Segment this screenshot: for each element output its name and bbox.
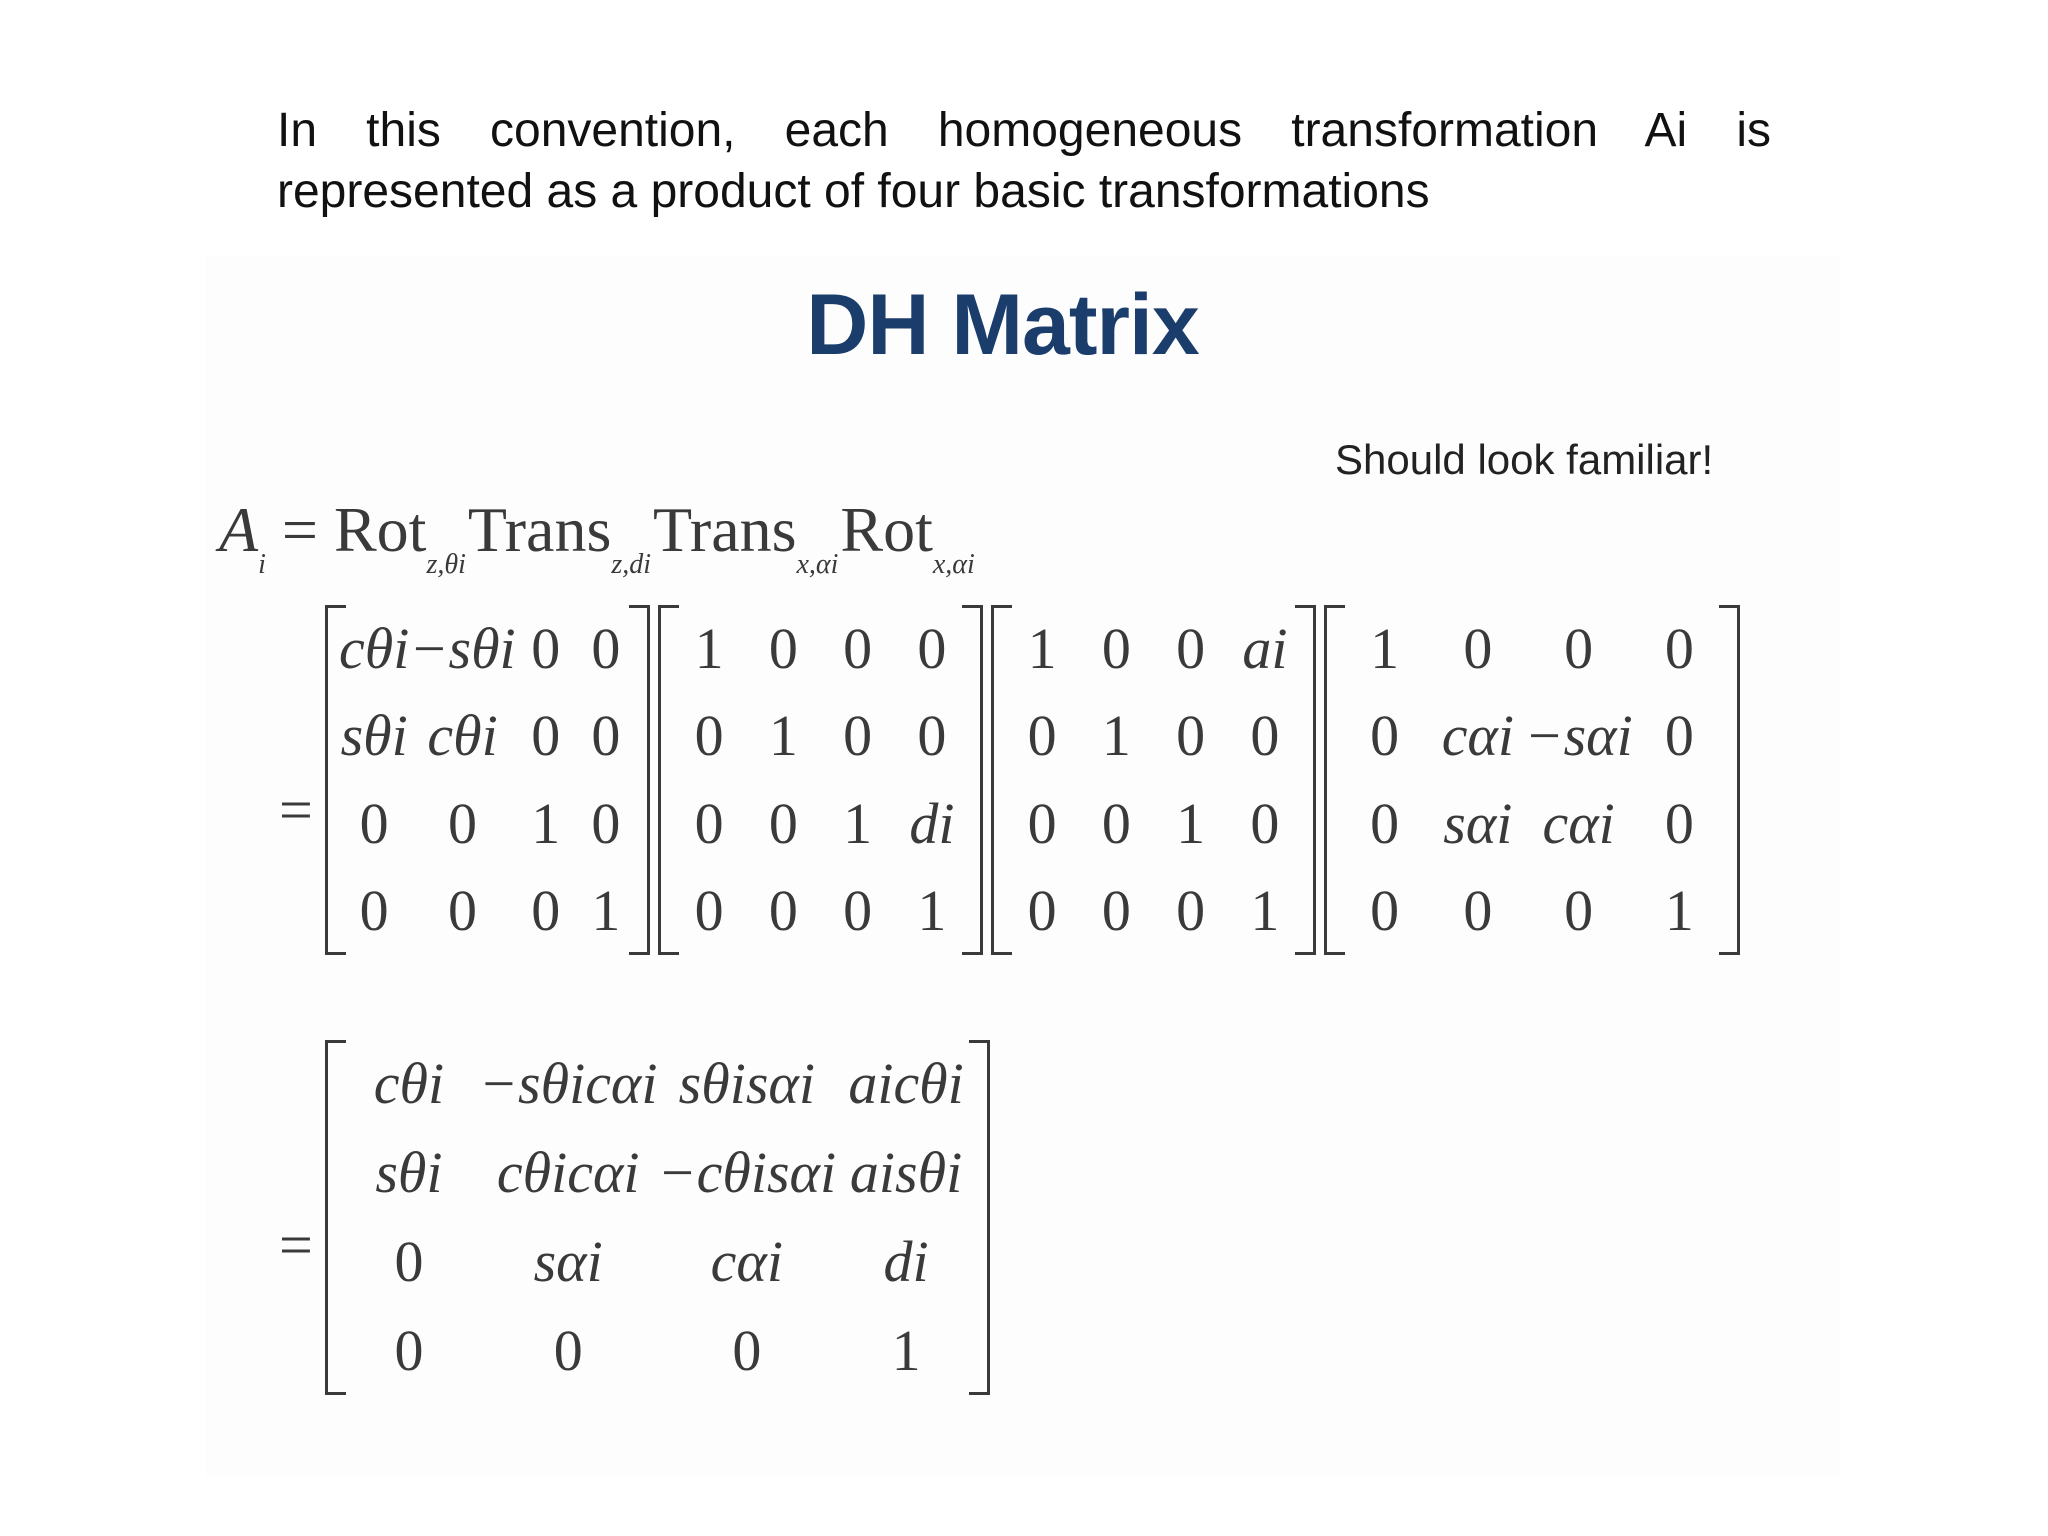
equation-term — [653, 494, 839, 580]
matrix-cell: 1 — [917, 878, 947, 944]
matrix-cell: −sαi — [1524, 703, 1633, 769]
matrix-cell: 0 — [694, 703, 724, 769]
matrix-cell: −sθi — [409, 615, 516, 681]
matrix-cell: 0 — [359, 878, 389, 944]
term-subscript: x,αi — [932, 549, 975, 580]
matrix-rot-x — [1324, 605, 1740, 955]
matrix-cell: cθi — [339, 615, 410, 681]
matrix-cell: cαi — [1542, 790, 1615, 856]
matrix-cell: 0 — [448, 790, 478, 856]
matrix-cell: di — [883, 1228, 929, 1294]
matrix-cell: 0 — [917, 615, 947, 681]
matrix-cell: sθi — [340, 703, 408, 769]
matrix-cell: sθisαi — [678, 1051, 815, 1117]
intro-paragraph — [277, 100, 1771, 222]
matrix-cell: cθicαi — [496, 1140, 640, 1206]
matrix-cell: 0 — [448, 878, 478, 944]
matrix-cell: aisθi — [849, 1140, 963, 1206]
matrix-cell: 0 — [1027, 703, 1057, 769]
matrix-cell: 0 — [1463, 878, 1493, 944]
matrix-cell: 1 — [1664, 878, 1694, 944]
matrix-cell: 0 — [1176, 878, 1206, 944]
matrix-cell: 0 — [1664, 615, 1694, 681]
matrix-cell: cαi — [1441, 703, 1514, 769]
matrix-cell: 1 — [1101, 703, 1131, 769]
matrix-cell: 0 — [394, 1317, 424, 1383]
matrix-cell: 0 — [768, 615, 798, 681]
equation-term — [333, 494, 466, 580]
equation-definition — [219, 490, 977, 605]
term-subscript: z,θi — [426, 549, 466, 580]
matrix-cell: 0 — [1250, 790, 1280, 856]
matrix-cell: 0 — [1250, 703, 1280, 769]
matrix-cell: cθi — [427, 703, 498, 769]
matrix-trans-z — [658, 605, 983, 955]
figure-title: DH Matrix — [806, 277, 1199, 373]
term-subscript: x,αi — [796, 549, 839, 580]
equation-lhs: A — [219, 494, 259, 565]
matrix-cell: 0 — [1370, 703, 1400, 769]
matrix-cell: 0 — [1176, 615, 1206, 681]
matrix-cell: 1 — [768, 703, 798, 769]
matrix-cell: sθi — [375, 1140, 443, 1206]
matrix-cell: 0 — [531, 615, 561, 681]
matrix-cell: 1 — [694, 615, 724, 681]
matrix-cell: −sθicαi — [478, 1051, 658, 1117]
matrix-cell: 0 — [843, 615, 873, 681]
term-name: Trans — [653, 494, 797, 565]
matrix-cell: 0 — [917, 703, 947, 769]
matrix-cell: 0 — [1101, 790, 1131, 856]
matrix-cell: cαi — [710, 1228, 783, 1294]
matrix-cell: 0 — [1370, 878, 1400, 944]
matrix-cell: 0 — [1027, 790, 1057, 856]
dh-matrix-figure — [205, 255, 1840, 1477]
matrix-cell: di — [909, 790, 955, 856]
matrix-cell: 0 — [694, 878, 724, 944]
matrix-cell: 0 — [591, 615, 621, 681]
matrix-cell: 1 — [891, 1317, 921, 1383]
term-name: Rot — [840, 494, 933, 565]
matrix-trans-x — [991, 605, 1316, 955]
matrix-cell: 1 — [591, 878, 621, 944]
matrix-cell: 0 — [1027, 878, 1057, 944]
matrix-cell: 0 — [1176, 703, 1206, 769]
matrix-cell: 0 — [1564, 615, 1594, 681]
intro-line-2: represented as a product of four basic transformations — [277, 165, 1430, 218]
matrix-cell: aicθi — [848, 1051, 964, 1117]
matrix-cell: 0 — [843, 878, 873, 944]
matrix-cell: 0 — [1664, 790, 1694, 856]
term-name: Trans — [467, 494, 612, 565]
matrix-cell: 0 — [768, 790, 798, 856]
matrix-cell: 0 — [531, 703, 561, 769]
matrix-cell: 1 — [1176, 790, 1206, 856]
matrix-cell: sαi — [533, 1228, 603, 1294]
matrix-cell: 0 — [1564, 878, 1594, 944]
equals-sign: = — [279, 1212, 313, 1278]
matrix-cell: 1 — [843, 790, 873, 856]
intro-line-1: In this convention, each homogeneous transformation Ai is — [277, 104, 1771, 157]
matrix-cell: 0 — [694, 790, 724, 856]
matrix-cell: 0 — [1101, 615, 1131, 681]
equation-equals: = — [281, 494, 318, 565]
matrix-cell: 0 — [359, 790, 389, 856]
matrix-cell: ai — [1242, 615, 1288, 681]
equation-lhs-subscript: i — [258, 549, 266, 580]
matrix-cell: 0 — [1664, 703, 1694, 769]
matrix-cell: −cθisαi — [657, 1140, 837, 1206]
equation-term — [840, 494, 975, 580]
matrix-cell: 1 — [531, 790, 561, 856]
matrix-cell: 0 — [531, 878, 561, 944]
term-subscript: z,di — [611, 549, 652, 580]
matrix-cell: 0 — [553, 1317, 583, 1383]
matrix-cell: 1 — [1370, 615, 1400, 681]
matrix-cell: 1 — [1027, 615, 1057, 681]
matrix-cell: 1 — [1250, 878, 1280, 944]
matrix-cell: 0 — [591, 703, 621, 769]
matrix-cell: 0 — [768, 878, 798, 944]
matrix-cell: 0 — [843, 703, 873, 769]
equals-sign: = — [279, 777, 313, 843]
matrix-cell: 0 — [394, 1228, 424, 1294]
matrix-cell: 0 — [591, 790, 621, 856]
matrix-cell: 0 — [1101, 878, 1131, 944]
matrix-rot-z — [325, 605, 650, 955]
matrix-cell: 0 — [732, 1317, 762, 1383]
matrix-cell: sαi — [1443, 790, 1513, 856]
matrix-cell: 0 — [1463, 615, 1493, 681]
matrix-cell: 0 — [1370, 790, 1400, 856]
figure-note: Should look familiar! — [1335, 436, 1714, 483]
equation-term — [467, 494, 652, 580]
matrix-cell: cθi — [373, 1051, 445, 1117]
result-matrix — [325, 1040, 990, 1395]
term-name: Rot — [333, 494, 427, 565]
